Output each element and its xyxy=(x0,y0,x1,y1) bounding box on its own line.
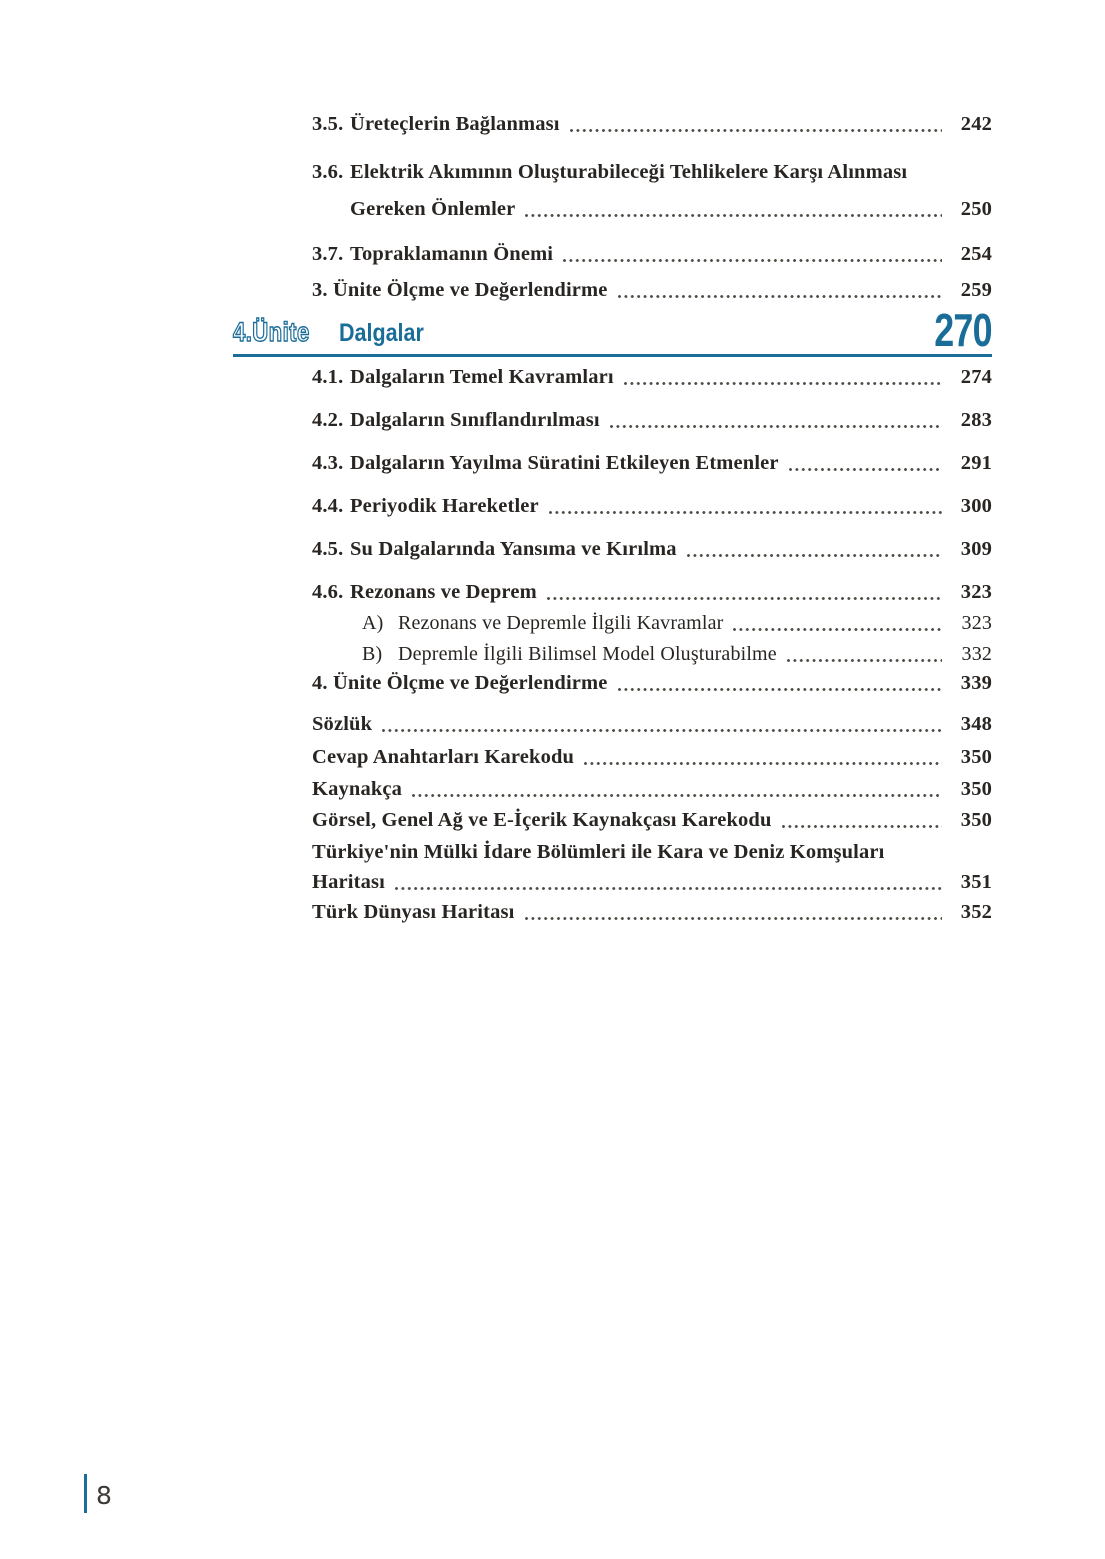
dot-leader xyxy=(687,554,942,557)
toc-entry-page: 242 xyxy=(960,113,992,135)
toc-entry-number: 4.4. xyxy=(312,495,344,517)
toc-entry-page: 291 xyxy=(960,452,992,474)
toc-entry-title: Depremle İlgili Bilimsel Model Oluşturabilme xyxy=(398,643,777,665)
toc-entry-title: Dalgaların Yayılma Süratini Etkileyen Etmenler xyxy=(350,452,779,474)
dot-leader xyxy=(525,214,942,217)
toc-entry-title: Topraklamanın Önemi xyxy=(350,243,554,265)
toc-entry-page: 259 xyxy=(960,279,992,301)
dot-leader xyxy=(733,628,942,631)
dot-leader xyxy=(382,729,942,732)
toc-entry-page: 352 xyxy=(960,901,992,923)
toc-entry-page: 300 xyxy=(960,495,992,517)
toc-entry xyxy=(312,111,992,137)
toc-entry-page: 348 xyxy=(960,713,992,735)
toc-entry xyxy=(312,579,992,605)
dot-leader xyxy=(547,597,942,600)
toc-entry-page: 274 xyxy=(960,366,992,388)
toc-entry xyxy=(312,364,992,390)
toc-section-unit3 xyxy=(312,111,992,303)
toc-entry-page: 323 xyxy=(961,612,992,634)
dot-leader xyxy=(525,917,943,920)
toc-subentry xyxy=(312,610,992,636)
toc-entry-title: Rezonans ve Depremle İlgili Kavramlar xyxy=(398,612,724,634)
toc-entry xyxy=(312,277,992,303)
toc-entry-letter: B) xyxy=(362,643,383,665)
toc-entry-number: 3.6. xyxy=(312,161,344,183)
toc-entry-title: 4. Ünite Ölçme ve Değerlendirme xyxy=(312,672,608,694)
toc-entry-page: 283 xyxy=(960,409,992,431)
toc-entry-page: 254 xyxy=(960,243,992,265)
dot-leader xyxy=(618,295,942,298)
unit-number-badge: 4.Ünite xyxy=(233,317,310,347)
unit-header xyxy=(233,304,992,357)
dot-leader xyxy=(782,825,942,828)
dot-leader xyxy=(787,659,942,662)
toc-entry xyxy=(312,241,992,267)
unit-start-page: 270 xyxy=(934,304,992,356)
unit-title: Dalgalar xyxy=(338,319,424,347)
toc-entry xyxy=(312,744,992,770)
toc-entry-title: Sözlük xyxy=(312,713,373,735)
toc-entry xyxy=(312,159,992,185)
toc-entry-title: Kaynakça xyxy=(312,778,403,800)
toc-entry-continuation xyxy=(312,196,992,222)
toc-entry-page: 350 xyxy=(960,746,992,768)
toc-entry xyxy=(312,450,992,476)
toc-entry-title: Gereken Önlemler xyxy=(350,198,516,220)
toc-entry-number: 4.5. xyxy=(312,538,344,560)
toc-entry-title: Elektrik Akımının Oluşturabileceği Tehlikelere Karşı Alınması xyxy=(350,161,908,183)
toc-entry xyxy=(312,899,992,925)
toc-entry xyxy=(312,807,992,833)
toc-entry xyxy=(312,839,992,865)
toc-entry-number: 4.3. xyxy=(312,452,344,474)
toc-entry-title: Haritası xyxy=(312,871,385,893)
toc-entry-continuation xyxy=(312,869,992,895)
toc-entry xyxy=(312,776,992,802)
toc-entry-page: 339 xyxy=(960,672,992,694)
toc-entry-title: Üreteçlerin Bağlanması xyxy=(350,113,560,135)
toc-entry-page: 332 xyxy=(961,643,992,665)
toc-entry-title: Dalgaların Temel Kavramları xyxy=(350,366,614,388)
footer-accent-rule xyxy=(84,1474,87,1513)
toc-entry-title: Türkiye'nin Mülki İdare Bölümleri ile Kara ve Deniz Komşuları xyxy=(312,841,885,863)
toc-entry-page: 350 xyxy=(960,809,992,831)
dot-leader xyxy=(610,425,942,428)
toc-entry-page: 350 xyxy=(960,778,992,800)
dot-leader xyxy=(584,762,942,765)
dot-leader xyxy=(549,511,942,514)
toc-entry-page: 323 xyxy=(960,581,992,603)
toc-entry-title: 3. Ünite Ölçme ve Değerlendirme xyxy=(312,279,608,301)
toc-section-unit4 xyxy=(312,364,992,925)
toc-entry-title: Türk Dünyası Haritası xyxy=(312,901,515,923)
toc-entry-title: Su Dalgalarında Yansıma ve Kırılma xyxy=(350,538,677,560)
dot-leader xyxy=(624,382,942,385)
toc-entry-title: Periyodik Hareketler xyxy=(350,495,539,517)
page-number: 8 xyxy=(96,1481,112,1510)
toc-subentry xyxy=(312,641,992,667)
toc-entry-number: 4.1. xyxy=(312,366,344,388)
toc-entry-page: 351 xyxy=(960,871,992,893)
toc-entry-page: 250 xyxy=(960,198,992,220)
dot-leader xyxy=(412,794,942,797)
toc-entry-title: Cevap Anahtarları Karekodu xyxy=(312,746,575,768)
toc-entry xyxy=(312,670,992,696)
toc-entry-number: 4.6. xyxy=(312,581,344,603)
dot-leader xyxy=(395,887,942,890)
toc-entry xyxy=(312,493,992,519)
toc-entry-page: 309 xyxy=(960,538,992,560)
dot-leader xyxy=(618,688,942,691)
toc-entry xyxy=(312,536,992,562)
dot-leader xyxy=(563,259,942,262)
toc-entry-number: 3.7. xyxy=(312,243,344,265)
toc-entry-number: 4.2. xyxy=(312,409,344,431)
toc-entry xyxy=(312,407,992,433)
toc-entry-title: Görsel, Genel Ağ ve E-İçerik Kaynakçası Karekodu xyxy=(312,809,772,831)
toc-entry-title: Dalgaların Sınıflandırılması xyxy=(350,409,600,431)
dot-leader xyxy=(789,468,942,471)
toc-entry-number: 3.5. xyxy=(312,113,344,135)
toc-entry xyxy=(312,711,992,737)
toc-entry-letter: A) xyxy=(362,612,384,634)
dot-leader xyxy=(570,129,942,132)
toc-entry-title: Rezonans ve Deprem xyxy=(350,581,537,603)
